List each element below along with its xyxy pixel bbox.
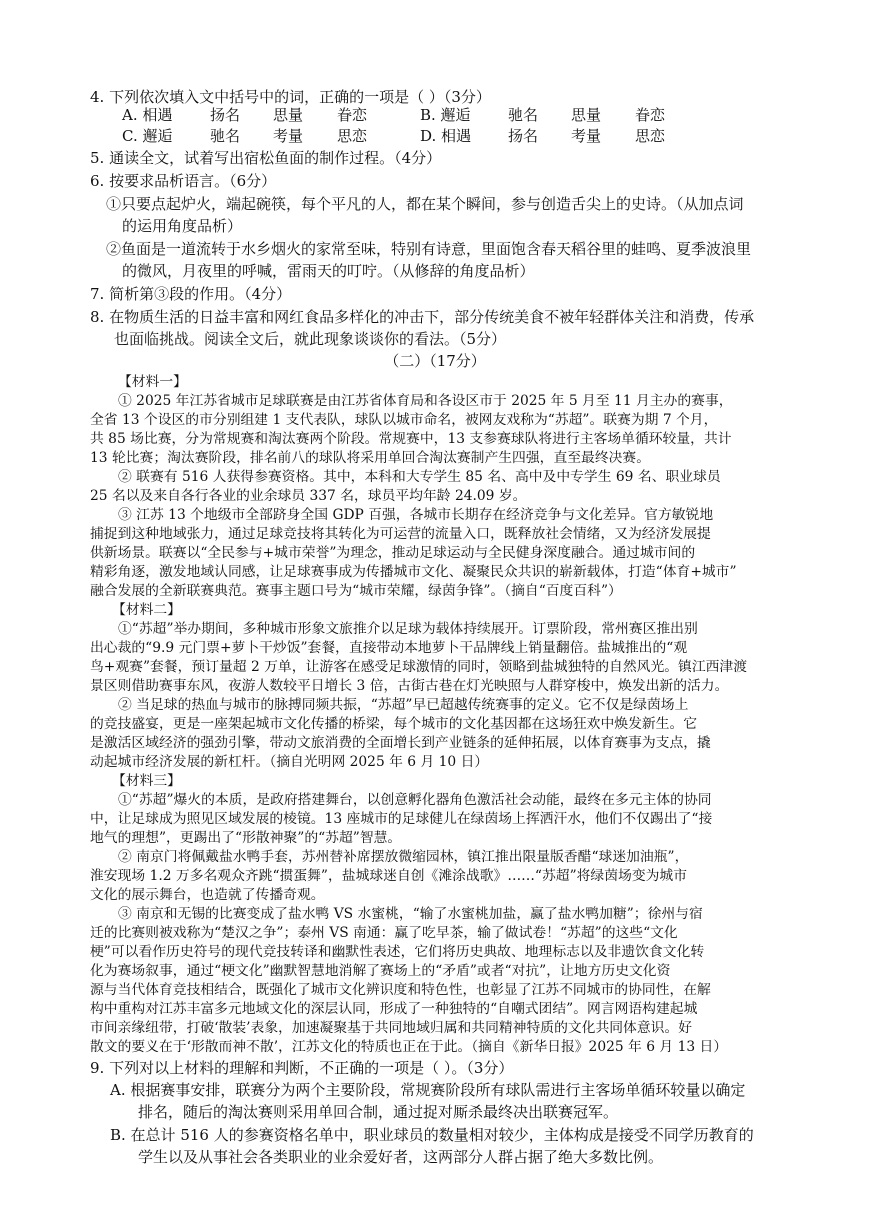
- material-1-line: ② 联赛有 516 人获得参赛资格。其中，本科和大专学生 85 名、高中及中专学生 69 名、职业球员: [118, 469, 721, 485]
- option-word: 眷恋: [635, 106, 666, 124]
- q5-stem: 5. 通读全文，试着写出宿松鱼面的制作过程。（4分）: [90, 149, 442, 167]
- material-2-line: 出心裁的“9.9 元门票+萝卜干炒饭”套餐，直接带动本地萝卜干品牌线上销量翻倍。盐城推出的“观: [90, 640, 688, 656]
- material-2-line: ② 当足球的热血与城市的脉搏同频共振，“苏超”早已超越传统赛事的定义。它不仅是绿茵场上: [118, 697, 689, 713]
- material-1-line: 全省 13 个设区的市分别组建 1 支代表队，球队以城市命名，被网友戏称为“苏超”。联赛为期 7 个月，: [90, 412, 718, 428]
- material-2-line: ①“苏超”举办期间，多种城市形象文旅推介以足球为载体持续展开。订票阶段，常州赛区推出别: [118, 621, 698, 637]
- option-word: 考量: [571, 127, 602, 145]
- material-3-line: ② 南京门将佩戴盐水鸭手套，苏州替补席摆放微缩园林，镇江推出限量版香醋“球迷加油瓶”，: [118, 849, 689, 865]
- option-word: 驰名: [210, 127, 241, 145]
- q9-option-a-line-1: A. 根据赛事安排，联赛分为两个主要阶段，常规赛阶段所有球队需进行主客场单循环较量以确定: [110, 1081, 746, 1099]
- material-3-line: 淮安现场 1.2 万多名观众齐跳“掼蛋舞”，盐城球迷自创《滩涂战歌》……“苏超”将绿茵场变为城市: [90, 868, 688, 884]
- material-3-line: ①“苏超”爆火的本质，是政府搭建舞台，以创意孵化器角色激活社会动能，最终在多元主体的协同: [118, 792, 712, 808]
- material-3-line: 梗”可以看作历史符号的现代竞技转译和幽默性表述，它们将历史典故、地理标志以及非遗饮食文化转: [90, 944, 705, 960]
- material-1-line: 精彩角逐，激发地域认同感，让足球赛事成为传播城市文化、凝聚民众共识的崭新载体，打造“体育+城市”: [90, 564, 737, 580]
- q6-item-2-line-1: ②鱼面是一道流转于水乡烟火的家常至味，特别有诗意，里面饱含春天稻谷里的蛙鸣、夏季波浪里: [106, 240, 752, 258]
- material-3-line: 构中重构对江苏丰富多元地域文化的深层认同，形成了一种独特的“自嘲式团结”。网言网语构建起城: [90, 1001, 698, 1017]
- option-word: 思恋: [337, 127, 368, 145]
- section-heading: （二）（17分）: [384, 352, 486, 370]
- material-2-line: 动起城市经济发展的新杠杆。（摘自光明网 2025 年 6 月 10 日）: [90, 754, 489, 770]
- material-1-line: 融合发展的全新联赛典范。赛事主题口号为“城市荣耀，绿茵争锋”。（摘自“百度百科”）: [90, 583, 622, 599]
- material-3-line: 化为赛场叙事，通过“梗文化”幽默智慧地消解了赛场上的“矛盾”或者“对抗”，让地方历史文化资: [90, 963, 671, 979]
- q6-item-1-line-1: ①只要点起炉火，端起碗筷，每个平凡的人，都在某个瞬间，参与创造舌尖上的史诗。（从加点词: [106, 195, 744, 213]
- q6-item-1-line-2: 的运用角度品析）: [122, 217, 243, 235]
- option-word: 扬名: [508, 127, 539, 145]
- option-word: 眷恋: [337, 106, 368, 124]
- q9-option-b-line-2: 学生以及从事社会各类职业的业余爱好者，这两部分人群占据了绝大多数比例。: [138, 1148, 664, 1166]
- option-label: B. 邂逅: [420, 106, 471, 124]
- material-2-line: 是激活区域经济的强劲引擎，带动文旅消费的全面增长到产业链条的延伸拓展，以体育赛事为支点，撬: [90, 735, 711, 751]
- material-3-heading: 【材料三】: [112, 773, 181, 789]
- material-3-line: 市间亲缘纽带，打破‘散装’表象，加速凝聚基于共同地域归属和共同精神特质的文化共同体意识。好: [90, 1020, 693, 1036]
- material-1-line: 25 名以及来自各行各业的业余球员 337 名，球员平均年龄 24.09 岁。: [90, 488, 527, 504]
- option-word: 思量: [273, 106, 304, 124]
- material-1-line: 捕捉到这种地域张力，通过足球竞技将其转化为可运营的流量入口，既释放社会情绪，又为经济发展提: [90, 526, 711, 542]
- option-word: 思量: [571, 106, 602, 124]
- option-label: D. 相遇: [420, 127, 472, 145]
- material-1-heading: 【材料一】: [118, 374, 187, 390]
- q8-line-2: 也面临挑战。阅读全文后，就此现象谈谈你的看法。（5分）: [114, 330, 507, 348]
- q9-option-a-line-2: 排名，随后的淘汰赛则采用单回合制，通过捉对厮杀最终决出联赛冠军。: [138, 1103, 619, 1121]
- option-label: A. 相遇: [122, 106, 173, 124]
- q8-line-1: 8. 在物质生活的日益丰富和网红食品多样化的冲击下，部分传统美食不被年轻群体关注和消费，传承: [90, 308, 755, 326]
- option-word: 扬名: [210, 106, 241, 124]
- q4-stem: 4. 下列依次填入文中括号中的词，正确的一项是（ ）（3分）: [90, 88, 491, 106]
- q6-item-2-line-2: 的微风，月夜里的呼喊，雷雨天的叮咛。（从修辞的角度品析）: [122, 262, 535, 280]
- material-2-line: 鸟+观赛”套餐，预订量超 2 万单，让游客在感受足球激情的同时，领略到盐城独特的自然风光。镇江西津渡: [90, 659, 748, 675]
- material-2-line: 景区则借助赛事东风，夜游人数较平日增长 3 倍，古街古巷在灯光映照与人群穿梭中，焕发出新的活力。: [90, 678, 729, 694]
- material-3-line: 散文的要义在于‘形散而神不散’，江苏文化的特质也正在于此。（摘自《新华日报》2025 年 6 月 13 日）: [90, 1039, 728, 1055]
- material-1-line: 供新场景。联赛以“全民参与+城市荣誉”为理念，推动足球运动与全民健身深度融合。通过城市间的: [90, 545, 696, 561]
- material-1-line: 共 85 场比赛，分为常规赛和淘汰赛两个阶段。常规赛中，13 支参赛球队将进行主客场单循环较量，共计: [90, 431, 732, 447]
- material-3-line: 中，让足球成为照见区域发展的棱镜。13 座城市的足球健儿在绿茵场上挥洒汗水，他们不仅踢出了“接: [90, 811, 713, 827]
- material-2-line: 的竞技盛宴，更是一座架起城市文化传播的桥梁，每个城市的文化基因都在这场狂欢中焕发新生。它: [90, 716, 698, 732]
- material-3-line: ③ 南京和无锡的比赛变成了盐水鸭 VS 水蜜桃，“输了水蜜桃加盐，赢了盐水鸭加糖”；徐州与宿: [118, 906, 703, 922]
- q7-stem: 7. 简析第③段的作用。（4分）: [90, 285, 292, 303]
- material-3-line: 源与当代体育竞技相结合，既强化了城市文化辨识度和特色性，也彰显了江苏不同城市的协同性，在解: [90, 982, 711, 998]
- material-3-line: 地气的理想”，更踢出了“形散神聚”的“苏超”智慧。: [90, 830, 402, 846]
- material-3-line: 文化的展示舞台，也造就了传播奇观。: [90, 887, 325, 903]
- option-word: 驰名: [508, 106, 539, 124]
- material-1-line: ③ 江苏 13 个地级市全部跻身全国 GDP 百强，各城市长期存在经济竞争与文化差异。官方敏锐地: [118, 507, 714, 523]
- q9-option-b-line-1: B. 在总计 516 人的参赛资格名单中，职业球员的数量相对较少，主体构成是接受不同学历教育的: [110, 1126, 754, 1144]
- q9-stem: 9. 下列对以上材料的理解和判断，不正确的一项是（ ）。（3分）: [90, 1059, 514, 1077]
- material-1-line: 13 轮比赛；淘汰赛阶段，排名前八的球队将采用单回合淘汰赛制产生四强，直至最终决赛。: [90, 450, 651, 466]
- material-1-line: ① 2025 年江苏省城市足球联赛是由江苏省体育局和各设区市于 2025 年 5 月至 11 月主办的赛事，: [118, 393, 733, 409]
- option-word: 思恋: [635, 127, 666, 145]
- q6-stem: 6. 按要求品析语言。（6分）: [90, 172, 277, 190]
- material-2-heading: 【材料二】: [112, 602, 181, 618]
- option-label: C. 邂逅: [122, 127, 173, 145]
- option-word: 考量: [273, 127, 304, 145]
- material-3-line: 迁的比赛则被戏称为“楚汉之争”；泰州 VS 南通：赢了吃早茶，输了做试卷！“苏超”的这些“文化: [90, 925, 678, 941]
